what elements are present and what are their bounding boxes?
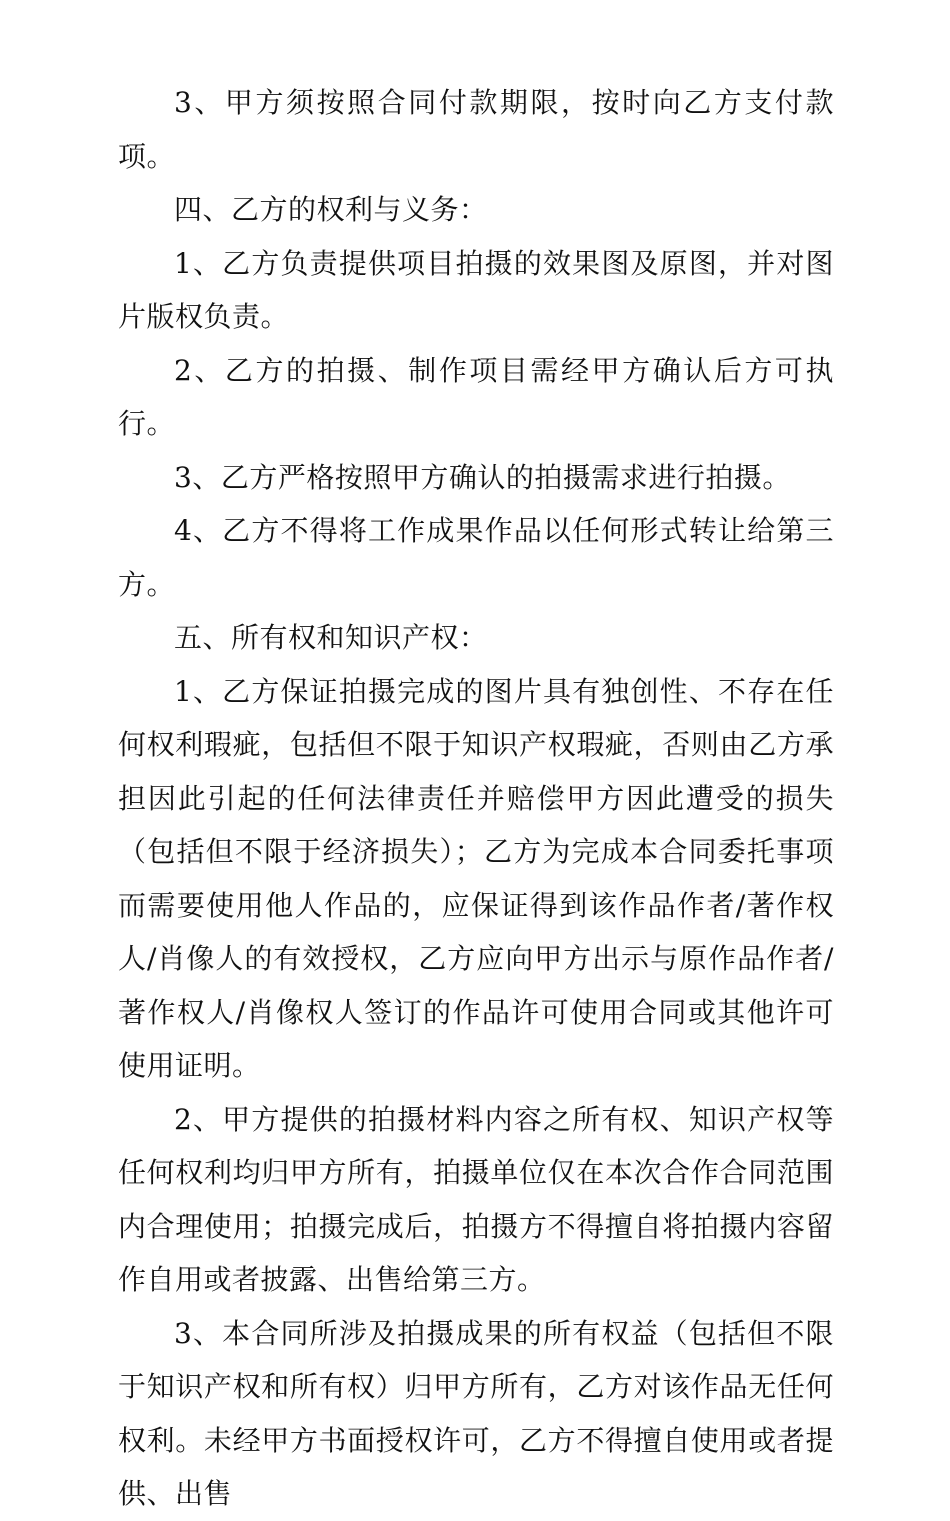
paragraph-ip-2: 2、甲方提供的拍摄材料内容之所有权、知识产权等任何权利均归甲方所有，拍摄单位仅在本次合作合同范围内合理使用；拍摄完成后，拍摄方不得擅自将拍摄内容留作自用或者披露、出售给第三方。 [118, 1102, 834, 1296]
paragraph-b-1: 1、乙方负责提供项目拍摄的效果图及原图，并对图片版权负责。 [118, 246, 834, 333]
paragraph-b-3: 3、乙方严格按照甲方确认的拍摄需求进行拍摄。 [174, 460, 791, 494]
paragraph-b-4: 4、乙方不得将工作成果作品以任何形式转让给第三方。 [118, 514, 834, 601]
paragraph-ip-3: 3、本合同所涉及拍摄成果的所有权益（包括但不限于知识产权和所有权）归甲方所有，乙方对该作品无任何权利。未经甲方书面授权许可，乙方不得擅自使用或者提供、出售 [118, 1316, 834, 1510]
section-heading-party-b-rights: 四、乙方的权利与义务： [174, 193, 488, 226]
section-heading-ownership-ip: 五、所有权和知识产权： [174, 621, 488, 654]
paragraph-payment-term: 3、甲方须按照合同付款期限，按时向乙方支付款项。 [118, 86, 834, 173]
paragraph-ip-1: 1、乙方保证拍摄完成的图片具有独创性、不存在任何权利瑕疵，包括但不限于知识产权瑕疵，否则由乙方承担因此引起的任何法律责任并赔偿甲方因此遭受的损失（包括但不限于经济损失）；乙方为完成本合同委托事项而需要使用他人作品的，应保证得到该作品作者/著作权人/肖像人的有效授权，乙方应向甲方出示与原作品作者/著作权人/肖像权人签订的作品许可使用合同或其他许可使用证明。 [118, 674, 834, 1082]
document-body [118, 76, 834, 1521]
paragraph-b-2: 2、乙方的拍摄、制作项目需经甲方确认后方可执行。 [118, 353, 834, 440]
